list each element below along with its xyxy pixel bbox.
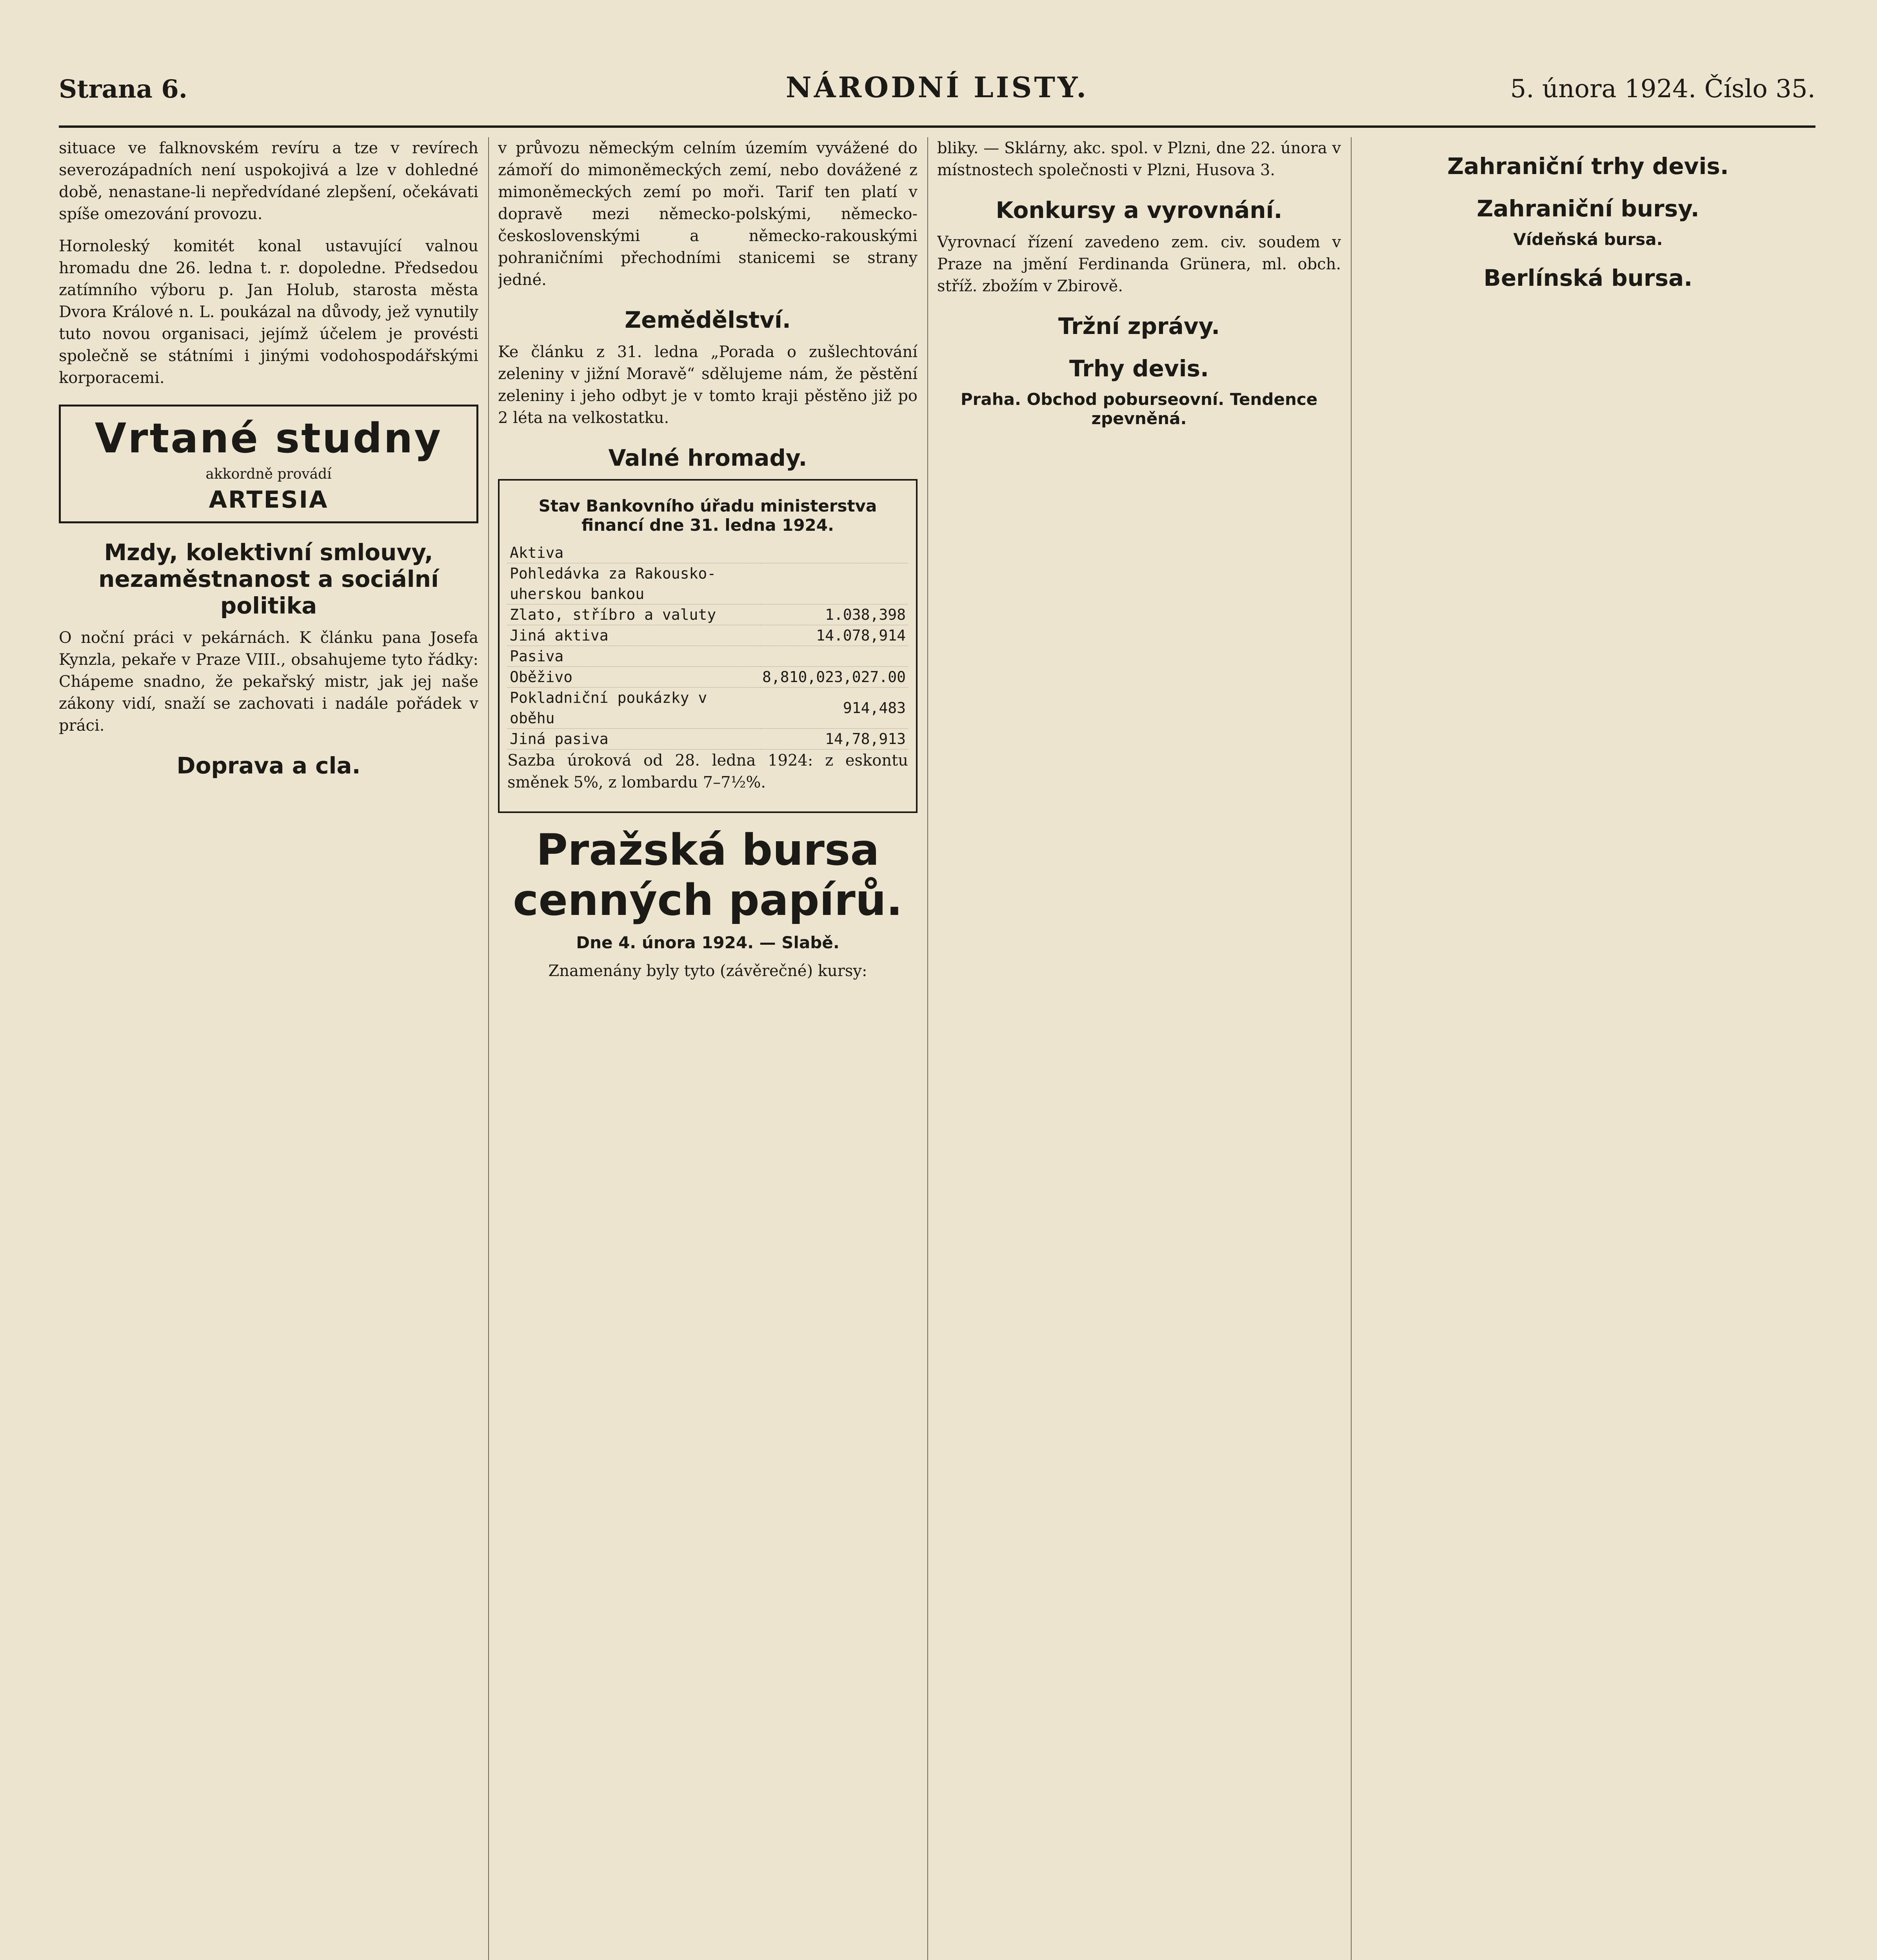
section-heading: Doprava a cla.: [176, 752, 361, 779]
table-row: [507, 604, 908, 625]
bank-statement-table: [507, 543, 908, 750]
masthead: [59, 59, 1815, 128]
row-value: [760, 543, 908, 563]
newspaper-page: [59, 59, 1815, 1960]
row-value: 1.038,398: [760, 604, 908, 625]
table-row: [507, 543, 908, 563]
article-paragraph: Hornoleský komitét konal ustavující valnou hromadu dne 26. ledna t. r. dopoledne. Předsedou zatímního výboru p. Jan Holub, starosta města Dvora Králové n. L. poukázal na důvody, jež vynutily tuto novou organisaci, jejímž účelem je provésti společně se státními i jinými vodohospodářskými korporacemi.: [59, 237, 478, 387]
table-row: [507, 729, 908, 750]
section-heading: Mzdy, kolektivní smlouvy, nezaměstnanost a sociální politika: [98, 539, 439, 619]
bank-statement-box: [498, 479, 918, 813]
row-value: 8,810,023,027.00: [760, 667, 908, 688]
advertisement-studny: [59, 405, 478, 523]
row-value: 14,78,913: [760, 729, 908, 750]
section-heading: Tržní zprávy.: [1058, 313, 1220, 339]
section-heading: Zahraniční trhy devis.: [1447, 153, 1729, 180]
row-label: Jiná pasiva: [507, 729, 760, 750]
table-row: [507, 646, 908, 667]
row-label: Jiná aktiva: [507, 625, 760, 646]
paper-title: NÁRODNÍ LISTY.: [785, 71, 1089, 104]
row-label: Pokladniční poukázky v oběhu: [507, 688, 760, 729]
section-heading: Valné hromady.: [608, 445, 807, 471]
article-paragraph: v průvozu německým celním územím vyvážené do zámoří do mimoněmeckých zemí, nebo dovážené z mimoněmeckých zemí po moři. Tarif ten platí v dopravě mezi německo-polskými, německo-československými a německo-rakouskými pohraničními přechodními stanicemi se strany jedné.: [498, 139, 918, 289]
row-label: Oběživo: [507, 667, 760, 688]
bursa-title: Pražská bursa cenných papírů.: [513, 825, 903, 925]
table-row: [507, 625, 908, 646]
article-paragraph: O noční práci v pekárnách. K článku pana Josefa Kynzla, pekaře v Praze VIII., obsahujeme tyto řádky: Chápeme snadno, že pekařský mistr, jak jej naše zákony vidí, snaží se zachovati i nadále pořádek v práci.: [59, 629, 478, 735]
ad-subtitle: akkordně provádí: [205, 466, 332, 482]
bursa-subtitle: Dne 4. února 1924. — Slabě.: [576, 933, 839, 952]
table-row: [507, 688, 908, 729]
bursa-note: Znamenány byly tyto (závěrečné) kursy:: [548, 962, 867, 980]
row-label: Pasiva: [507, 646, 760, 667]
interest-rate-note: Sazba úroková od 28. ledna 1924: z eskontu směnek 5%, z lombardu 7–7½%.: [507, 751, 908, 791]
column-rule: [488, 137, 489, 1960]
section-heading: Konkursy a vyrovnání.: [996, 197, 1283, 223]
row-value: [760, 646, 908, 667]
section-heading: Zahraniční bursy.: [1477, 195, 1699, 222]
table-row: [507, 667, 908, 688]
row-label: Aktiva: [507, 543, 760, 563]
table-row: [507, 563, 908, 604]
column-3: [937, 137, 1341, 1960]
section-subheading: Praha. Obchod poburseovní. Tendence zpevněná.: [960, 390, 1318, 428]
column-rule: [1351, 137, 1352, 1960]
section-heading: Zemědělství.: [625, 307, 791, 333]
row-value: [760, 563, 908, 604]
row-label: Zlato, stříbro a valuty: [507, 604, 760, 625]
issue-date: 5. února 1924. Číslo 35.: [1510, 74, 1815, 103]
article-paragraph: bliky. — Sklárny, akc. spol. v Plzni, dne 22. února v místnostech společnosti v Plzni, Husova 3.: [937, 139, 1341, 179]
ad-title: Vrtané studny: [94, 414, 443, 462]
row-value: 14.078,914: [760, 625, 908, 646]
row-label: Pohledávka za Rakousko-uherskou bankou: [507, 563, 760, 604]
bank-statement-title: Stav Bankovního úřadu ministerstva financí dne 31. ledna 1924.: [538, 496, 877, 535]
column-4: [1361, 137, 1815, 1960]
column-2: [498, 137, 918, 1960]
column-1: [59, 137, 478, 1960]
page-label: Strana 6.: [59, 74, 188, 104]
article-paragraph: Ke článku z 31. ledna „Porada o zušlechtování zeleniny v jižní Moravě“ sdělujeme nám, že pěstění zeleniny i jeho odbyt je v tomto kraji pěstěno již po 2 léta na velkostatku.: [498, 343, 918, 427]
section-heading: Trhy devis.: [1069, 355, 1209, 382]
row-value: 914,483: [760, 688, 908, 729]
article-paragraph: situace ve falknovském revíru a tze v revírech severozápadních není uspokojivá a lze v dohledné době, nenastane-li nepředvídané zlepšení, očekávati spíše omezování provozu.: [59, 139, 478, 223]
ad-brand: ARTESIA: [209, 486, 329, 514]
column-rule: [927, 137, 928, 1960]
article-paragraph: Vyrovnací řízení zavedeno zem. civ. soudem v Praze na jmění Ferdinanda Grünera, ml. obch. stříž. zbožím v Zbirově.: [937, 233, 1341, 295]
section-heading: Berlínská bursa.: [1483, 265, 1693, 291]
section-subheading: Vídeňská bursa.: [1513, 230, 1663, 249]
